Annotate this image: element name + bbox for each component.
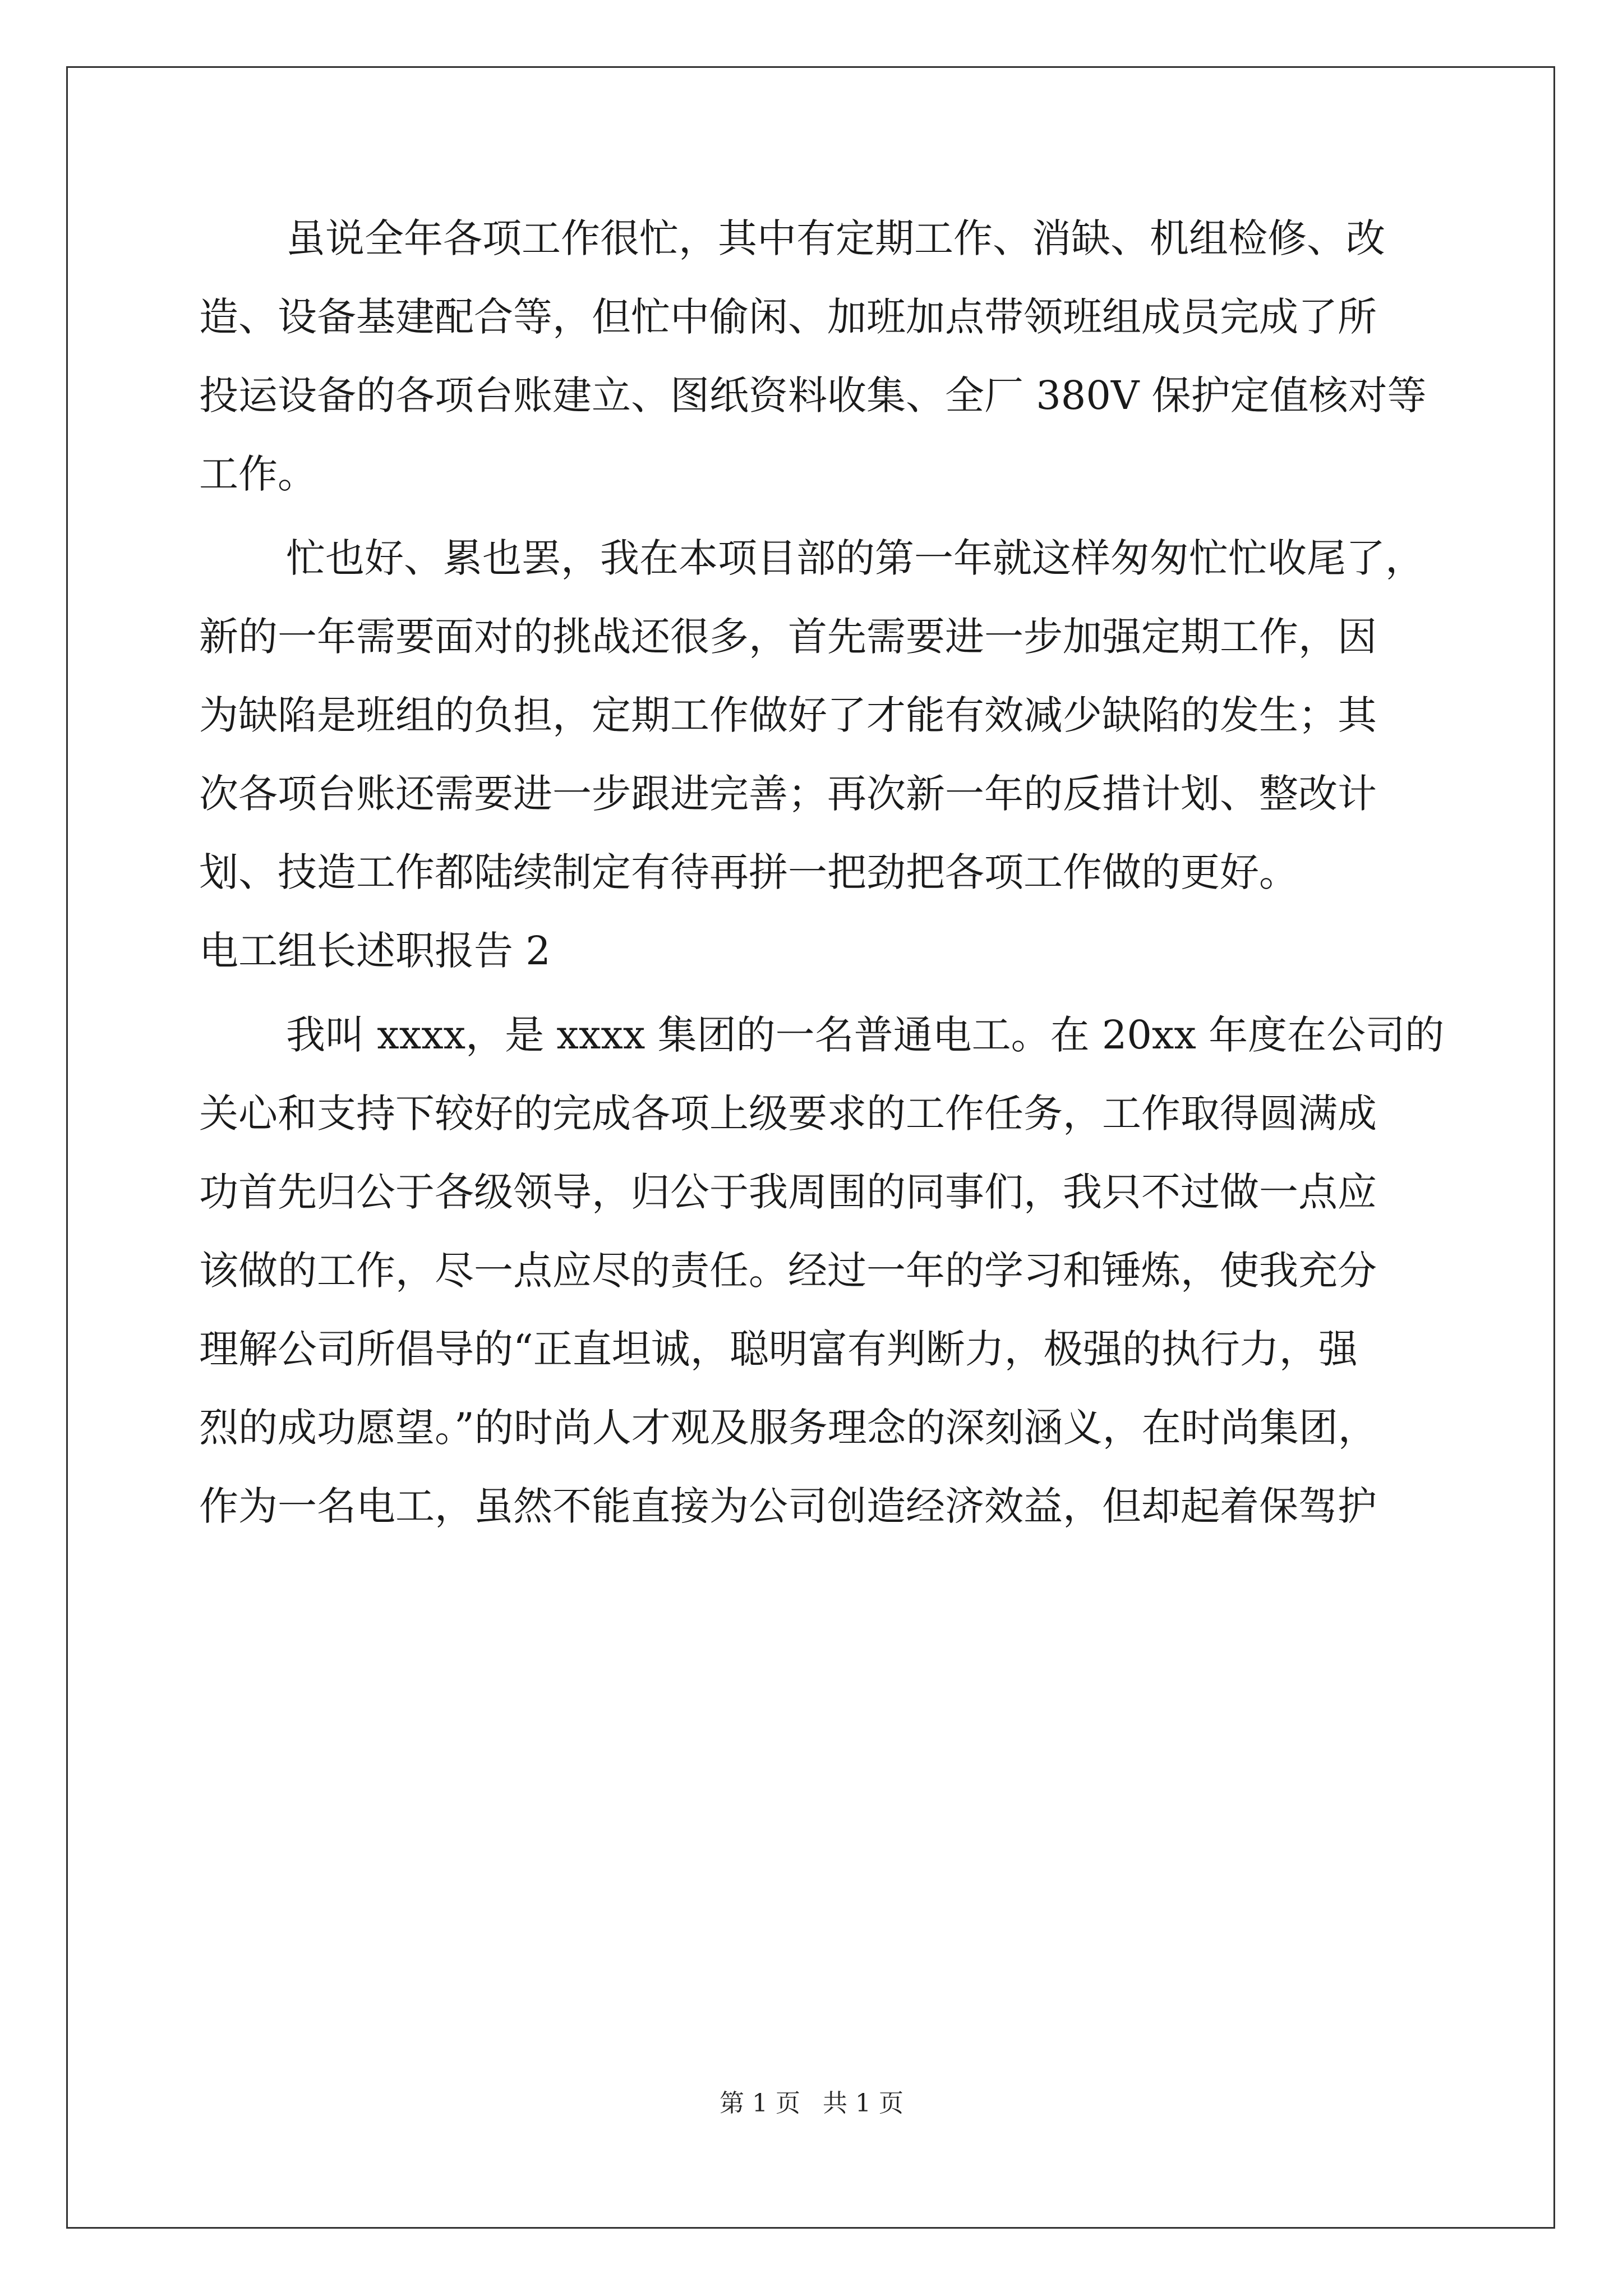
paragraph-line: 烈的成功愿望。”的时尚人才观及服务理念的深刻涵义，在时尚集团，	[199, 1405, 1377, 1451]
paragraph-line: 新的一年需要面对的挑战还很多，首先需要进一步加强定期工作，因	[199, 614, 1377, 660]
paragraph-line: 虽说全年各项工作很忙，其中有定期工作、消缺、机组检修、改	[286, 215, 1385, 261]
paragraph-line: 理解公司所倡导的“正直坦诚，聪明富有判断力，极强的执行力，强	[199, 1326, 1358, 1372]
paragraph-line: 功首先归公于各级领导，归公于我周围的同事们，我只不过做一点应	[199, 1169, 1377, 1215]
paragraph-line: 造、设备基建配合等，但忙中偷闲、加班加点带领班组成员完成了所	[199, 294, 1377, 340]
paragraph-line: 关心和支持下较好的完成各项上级要求的工作任务，工作取得圆满成	[199, 1091, 1377, 1137]
paragraph-line: 划、技造工作都陆续制定有待再拼一把劲把各项工作做的更好。	[199, 849, 1298, 895]
paragraph-line: 作为一名电工，虽然不能直接为公司创造经济效益，但却起着保驾护	[199, 1483, 1377, 1529]
paragraph-line: 忙也好、累也罢，我在本项目部的第一年就这样匆匆忙忙收尾了，	[286, 535, 1424, 581]
paragraph-line: 为缺陷是班组的负担，定期工作做好了才能有效减少缺陷的发生；其	[199, 692, 1377, 738]
section-title: 电工组长述职报告 2	[199, 928, 551, 974]
paragraph-line: 工作。	[199, 451, 317, 497]
paragraph-line: 次各项台账还需要进一步跟进完善；再次新一年的反措计划、整改计	[199, 771, 1377, 817]
page-footer	[0, 2087, 1623, 2120]
page-number-current: 第 1 页	[720, 2089, 800, 2118]
paragraph-line: 我叫 xxxx，是 xxxx 集团的一名普通电工。在 20xx 年度在公司的	[286, 1012, 1445, 1058]
paragraph-line: 该做的工作，尽一点应尽的责任。经过一年的学习和锤炼，使我充分	[199, 1248, 1377, 1294]
paragraph-line: 投运设备的各项台账建立、图纸资料收集、全厂 380V 保护定值核对等	[199, 372, 1427, 418]
page-number-total: 共 1 页	[823, 2089, 903, 2118]
